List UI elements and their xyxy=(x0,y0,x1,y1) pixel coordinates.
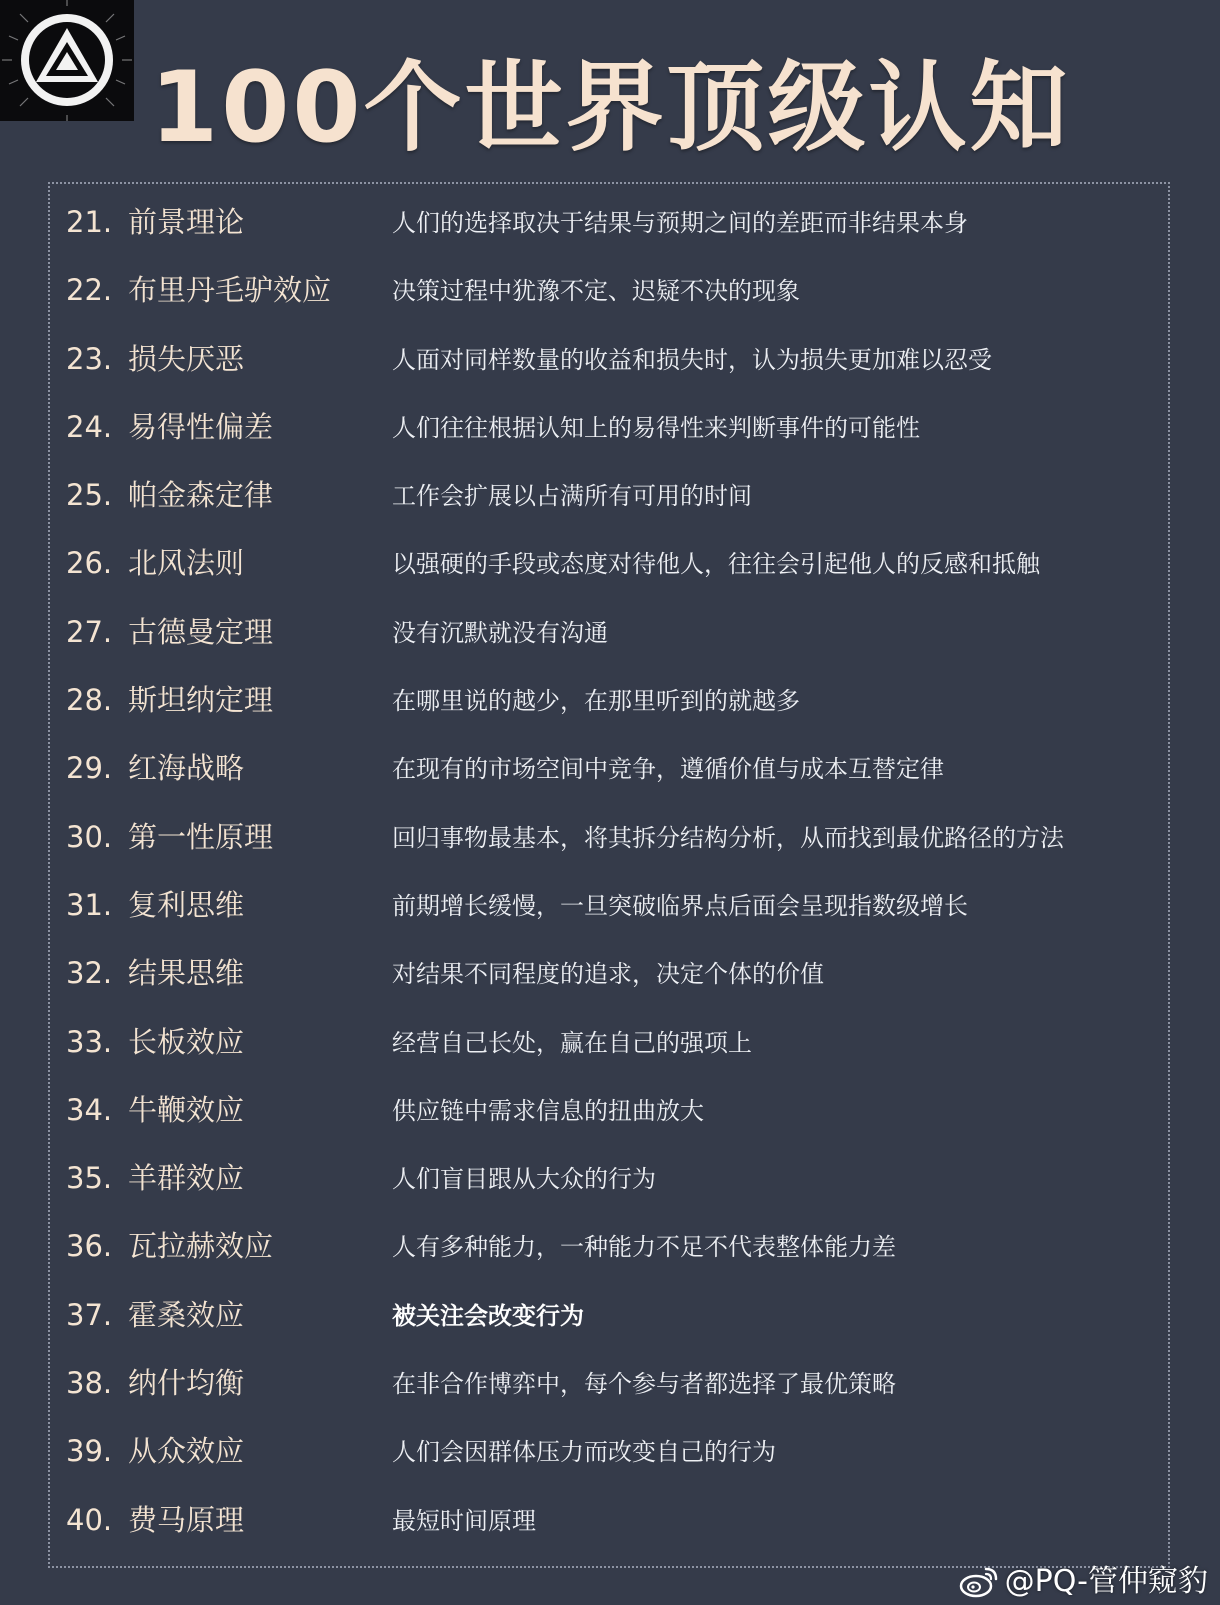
watermark-text: @PQ-管仲窥豹 xyxy=(1004,1564,1208,1599)
item-number: 31. xyxy=(66,887,113,922)
item-description: 前期增长缓慢，一旦突破临界点后面会呈现指数级增长 xyxy=(392,891,968,920)
item-term: 帕金森定律 xyxy=(128,478,274,513)
item-term: 霍桑效应 xyxy=(128,1297,245,1332)
item-term: 纳什均衡 xyxy=(128,1366,245,1401)
item-term: 北风法则 xyxy=(128,546,245,581)
item-term: 损失厌恶 xyxy=(128,341,245,376)
concept-list xyxy=(0,205,1220,1571)
list-item xyxy=(0,1298,1220,1366)
item-term: 斯坦纳定理 xyxy=(128,683,274,718)
item-number: 23. xyxy=(66,341,113,376)
list-item xyxy=(0,1229,1220,1297)
item-term: 长板效应 xyxy=(128,1024,245,1059)
item-description: 在哪里说的越少，在那里听到的就越多 xyxy=(392,687,800,716)
list-item xyxy=(0,1366,1220,1434)
item-number: 40. xyxy=(66,1502,113,1537)
item-number: 22. xyxy=(66,273,113,308)
item-term: 费马原理 xyxy=(128,1502,245,1537)
list-item xyxy=(0,342,1220,410)
item-description: 人们的选择取决于结果与预期之间的差距而非结果本身 xyxy=(392,209,968,237)
list-item xyxy=(0,888,1220,956)
item-number: 34. xyxy=(66,1092,113,1127)
item-number: 27. xyxy=(66,614,113,649)
weibo-icon xyxy=(959,1565,999,1599)
list-item xyxy=(0,1434,1220,1502)
item-description: 人们会因群体压力而改变自己的行为 xyxy=(392,1438,776,1467)
list-item xyxy=(0,273,1220,341)
item-description: 没有沉默就没有沟通 xyxy=(392,618,608,647)
item-number: 36. xyxy=(66,1229,113,1264)
list-item xyxy=(0,1503,1220,1571)
item-description: 供应链中需求信息的扭曲放大 xyxy=(392,1096,704,1125)
item-description: 人们往往根据认知上的易得性来判断事件的可能性 xyxy=(392,413,920,442)
item-description: 决策过程中犹豫不定、迟疑不决的现象 xyxy=(392,277,800,306)
item-description: 对结果不同程度的追求，决定个体的价值 xyxy=(392,960,824,989)
item-term: 易得性偏差 xyxy=(128,409,274,444)
item-description: 在非合作博弈中，每个参与者都选择了最优策略 xyxy=(392,1370,896,1399)
item-number: 35. xyxy=(66,1161,113,1196)
item-term: 布里丹毛驴效应 xyxy=(128,273,332,308)
list-item xyxy=(0,1025,1220,1093)
item-number: 38. xyxy=(66,1366,113,1401)
item-number: 39. xyxy=(66,1434,113,1469)
item-description: 被关注会改变行为 xyxy=(392,1301,584,1330)
item-term: 前景理论 xyxy=(128,205,245,239)
item-term: 羊群效应 xyxy=(128,1161,245,1196)
item-number: 32. xyxy=(66,956,113,991)
item-description: 人有多种能力，一种能力不足不代表整体能力差 xyxy=(392,1233,896,1262)
item-term: 复利思维 xyxy=(128,887,245,922)
item-number: 37. xyxy=(66,1297,113,1332)
item-number: 33. xyxy=(66,1024,113,1059)
item-number: 29. xyxy=(66,751,113,786)
item-number: 30. xyxy=(66,819,113,854)
item-term: 瓦拉赫效应 xyxy=(128,1229,274,1264)
list-item xyxy=(0,820,1220,888)
item-term: 从众效应 xyxy=(128,1434,245,1469)
list-item xyxy=(0,1161,1220,1229)
item-description: 以强硬的手段或态度对待他人，往往会引起他人的反感和抵触 xyxy=(392,550,1040,579)
item-term: 第一性原理 xyxy=(128,819,274,854)
item-number: 26. xyxy=(66,546,113,581)
item-description: 人面对同样数量的收益和损失时，认为损失更加难以忍受 xyxy=(392,345,992,374)
logo-icon xyxy=(0,0,134,121)
item-term: 古德曼定理 xyxy=(128,614,274,649)
list-item xyxy=(0,205,1220,273)
item-description: 经营自己长处，赢在自己的强项上 xyxy=(392,1028,752,1057)
item-number: 21. xyxy=(66,205,113,239)
item-number: 24. xyxy=(66,409,113,444)
item-description: 人们盲目跟从大众的行为 xyxy=(392,1165,656,1194)
page-title: 100个世界顶级认知 xyxy=(150,51,1071,165)
list-item xyxy=(0,751,1220,819)
watermark xyxy=(959,1564,1208,1600)
list-item xyxy=(0,683,1220,751)
item-number: 25. xyxy=(66,478,113,513)
list-item xyxy=(0,478,1220,546)
list-item xyxy=(0,1093,1220,1161)
item-description: 回归事物最基本，将其拆分结构分析，从而找到最优路径的方法 xyxy=(392,823,1064,852)
list-item xyxy=(0,956,1220,1024)
item-description: 在现有的市场空间中竞争，遵循价值与成本互替定律 xyxy=(392,755,944,784)
item-term: 红海战略 xyxy=(128,751,245,786)
item-term: 结果思维 xyxy=(128,956,245,991)
list-item xyxy=(0,615,1220,683)
list-item xyxy=(0,546,1220,614)
list-item xyxy=(0,410,1220,478)
item-term: 牛鞭效应 xyxy=(128,1092,245,1127)
item-number: 28. xyxy=(66,683,113,718)
item-description: 工作会扩展以占满所有可用的时间 xyxy=(392,482,752,511)
item-description: 最短时间原理 xyxy=(392,1506,536,1535)
